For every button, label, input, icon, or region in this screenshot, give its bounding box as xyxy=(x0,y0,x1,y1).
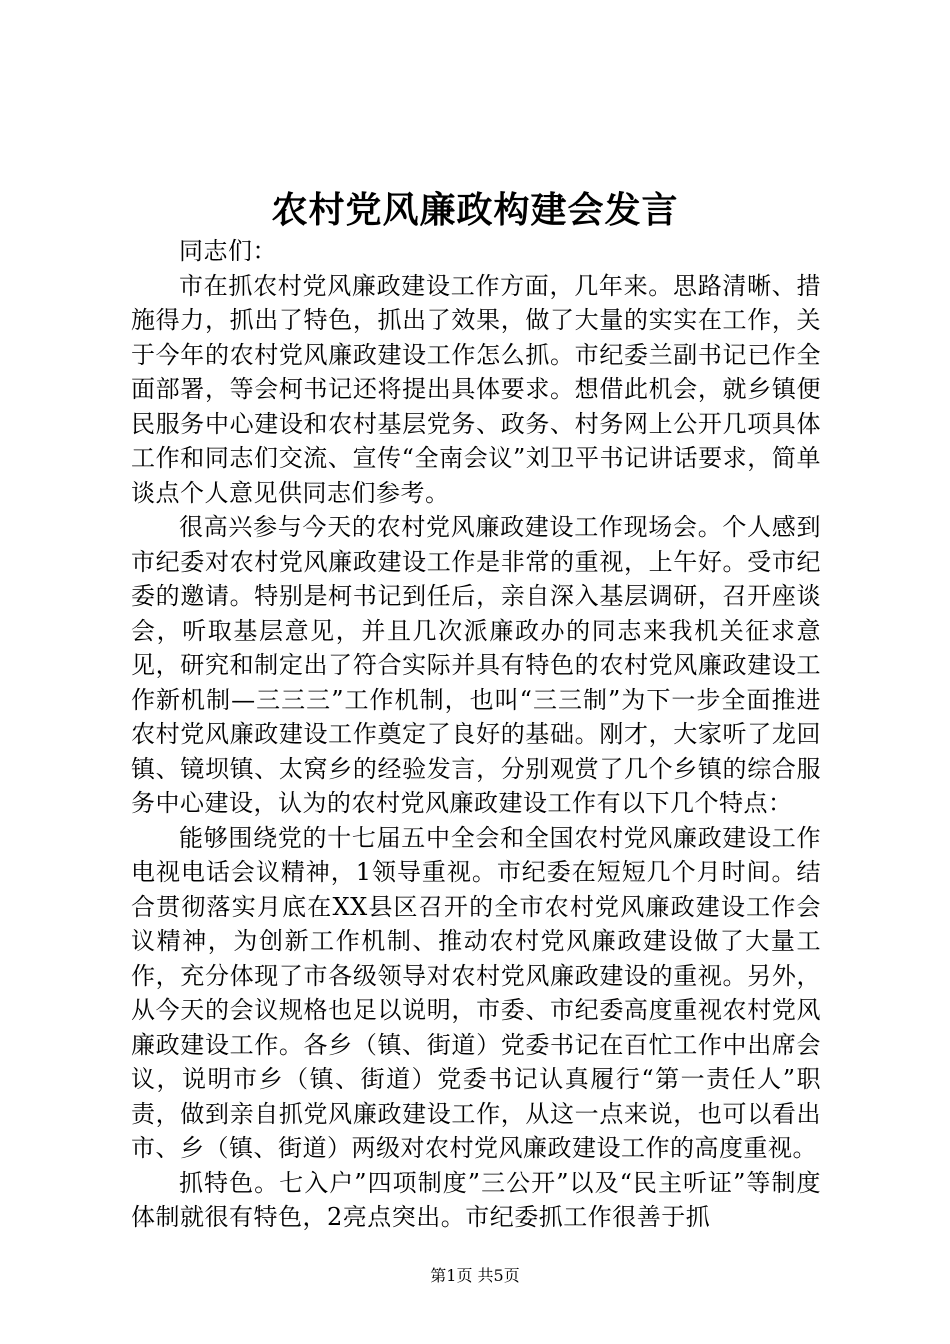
page-footer: 第1页 共5页 xyxy=(430,1266,520,1285)
paragraph: 很高兴参与今天的农村党风廉政建设工作现场会。个人感到市纪委对农村党风廉政建设工作是非常的重视，上午好。受市纪委的邀请。特别是柯书记到任后，亲自深入基层调研，召开座谈会，听取基层意见，并且几次派廉政办的同志来我机关征求意见，研究和制定出了符合实际并具有特色的农村党风廉政建设工作新机制—三三三”工作机制，也叫“三三制”为下一步全面推进农村党风廉政建设工作奠定了良好的基础。刚才，大家听了龙回镇、镜坝镇、太窝乡的经验发言，分别观赏了几个乡镇的综合服务中心建设，认为的农村党风廉政建设工作有以下几个特点： xyxy=(131,513,821,817)
document-body xyxy=(131,234,821,1235)
paragraph: 市在抓农村党风廉政建设工作方面，几年来。思路清晰、措施得力，抓出了特色，抓出了效果，做了大量的实实在工作，关于今年的农村党风廉政建设工作怎么抓。市纪委兰副书记已作全面部署，等会柯书记还将提出具体要求。想借此机会，就乡镇便民服务中心建设和农村基层党务、政务、村务网上公开几项具体工作和同志们交流、宣传“全南会议”刘卫平书记讲话要求，简单谈点个人意见供同志们参考。 xyxy=(131,271,821,507)
document-title: 农村党风廉政构建会发言 xyxy=(271,189,679,231)
paragraph: 能够围绕党的十七届五中全会和全国农村党风廉政建设工作电视电话会议精神，1领导重视。市纪委在短短几个月时间。结合贯彻落实月底在XX县区召开的全市农村党风廉政建设工作会议精神，为创新工作机制、推动农村党风廉政建设做了大量工作，充分体现了市各级领导对农村党风廉政建设的重视。另外，从今天的会议规格也足以说明，市委、市纪委高度重视农村党风廉政建设工作。各乡（镇、街道）党委书记在百忙工作中出席会议，说明市乡（镇、街道）党委书记认真履行“第一责任人”职责，做到亲自抓党风廉政建设工作，从这一点来说，也可以看出市、乡（镇、街道）两级对农村党风廉政建设工作的高度重视。 xyxy=(131,823,821,1162)
paragraph-greeting: 同志们： xyxy=(179,237,277,265)
paragraph: 抓特色。七入户”四项制度”三公开”以及“民主听证”等制度体制就很有特色，2亮点突出。市纪委抓工作很善于抓 xyxy=(131,1168,821,1231)
